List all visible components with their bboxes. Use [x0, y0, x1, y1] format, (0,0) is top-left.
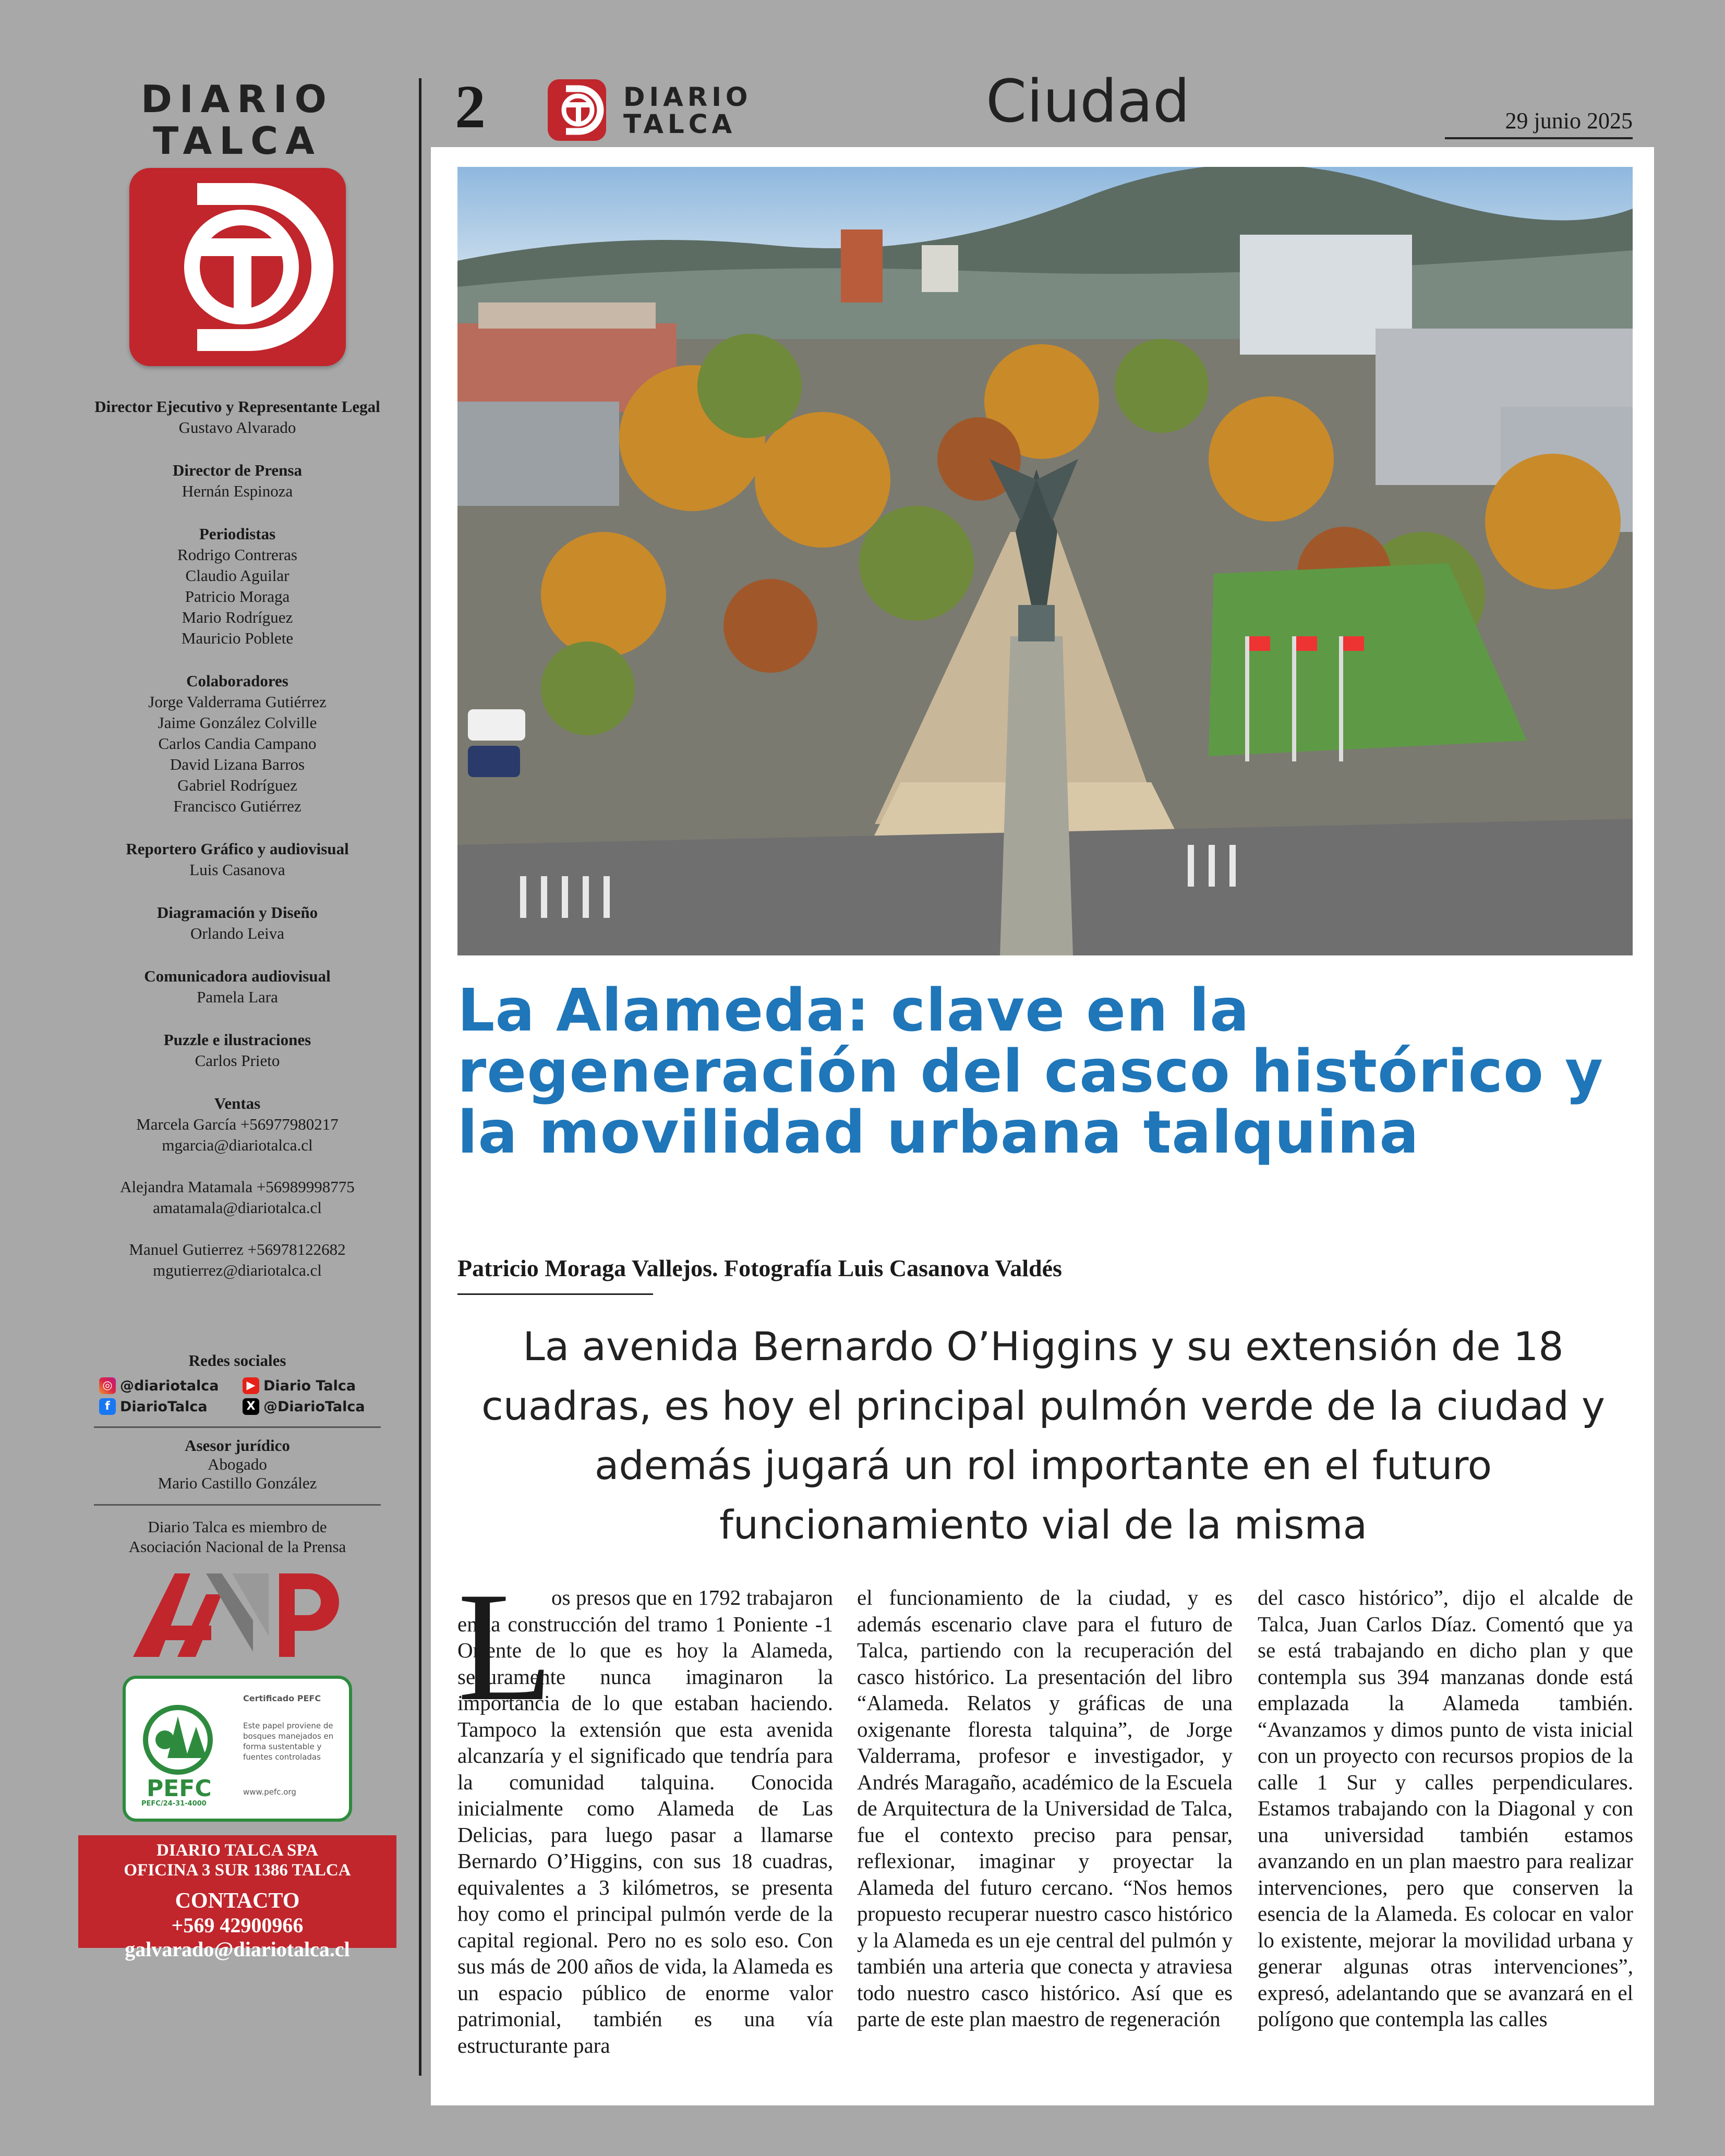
staff-name: Jaime González Colville — [158, 713, 317, 732]
header-logo-line-2: TALCA — [623, 109, 737, 139]
staff-group — [78, 839, 396, 880]
staff-name: Rodrigo Contreras — [177, 546, 297, 564]
headline: La Alameda: clave en la regeneración del casco histórico y la movilidad urbana talquina — [457, 977, 1603, 1167]
staff-name: David Lizana Barros — [170, 755, 305, 773]
pefc-text-line: forma sustentable y — [243, 1742, 322, 1751]
staff-role: Periodistas — [199, 525, 276, 543]
staff-name: Claudio Aguilar — [185, 566, 289, 585]
contact-phone[interactable]: +569 42900966 — [171, 1913, 304, 1937]
anp-note-line-1: Diario Talca es miembro de — [148, 1518, 327, 1536]
staff-group — [78, 671, 396, 817]
pefc-text-line: Este papel proviene de — [243, 1721, 333, 1730]
staff-name: Orlando Leiva — [190, 924, 284, 942]
anp-logo — [128, 1563, 347, 1662]
byline: Patricio Moraga Vallejos. Fotografía Luis Casanova Valdés — [457, 1255, 1062, 1281]
x-icon: X — [243, 1398, 259, 1415]
pefc-code: PEFC/24-31-4000 — [141, 1800, 207, 1808]
staff-group — [78, 396, 396, 438]
staff-role: Colaboradores — [186, 672, 288, 690]
header-logo-icon — [548, 79, 606, 141]
column-divider — [419, 78, 421, 2076]
x-link[interactable] — [243, 1398, 386, 1415]
staff-role: Reportero Gráfico y audiovisual — [126, 840, 349, 858]
staff-name: Luis Casanova — [189, 861, 285, 879]
social-links — [99, 1377, 386, 1415]
instagram-link[interactable] — [99, 1377, 243, 1394]
staff-list — [78, 396, 396, 1071]
byline-underline — [457, 1293, 653, 1295]
company-address: OFICINA 3 SUR 1386 TALCA — [124, 1861, 351, 1880]
staff-name: Carlos Candia Campano — [158, 734, 317, 753]
staff-role: Director Ejecutivo y Representante Legal — [94, 397, 380, 416]
pefc-text-line: fuentes controladas — [243, 1752, 321, 1762]
alameda-aerial-photo — [457, 167, 1633, 955]
staff-name: Francisco Gutiérrez — [173, 797, 301, 815]
ventas-email[interactable]: mgutierrez@diariotalca.cl — [153, 1261, 322, 1279]
lede: La avenida Bernardo O’Higgins y su extensión de 18 cuadras, es hoy el principal pulmón verde de la ciudad y además jugará un rol importante en el futuro funcionamiento vial de la misma — [481, 1323, 1606, 1548]
staff-name: Hernán Espinoza — [182, 482, 293, 500]
diario-talca-logo — [129, 168, 346, 366]
pefc-certificate — [123, 1676, 352, 1822]
ventas-email[interactable]: mgarcia@diariotalca.cl — [162, 1136, 313, 1154]
contact-email[interactable]: galvarado@diariotalca.cl — [125, 1937, 350, 1961]
staff-group — [78, 966, 396, 1008]
sidebar — [78, 78, 396, 2076]
pefc-url: www.pefc.org — [243, 1787, 296, 1797]
staff-name: Jorge Valderrama Gutiérrez — [148, 693, 327, 711]
ventas-phone[interactable]: Manuel Gutierrez +56978122682 — [129, 1240, 346, 1258]
staff-name: Pamela Lara — [197, 988, 278, 1006]
ventas-phone[interactable]: Marcela García +56977980217 — [136, 1115, 339, 1133]
asesor-juridico — [78, 1436, 396, 1493]
header-logo-text — [623, 83, 752, 138]
staff-name: Carlos Prieto — [195, 1051, 280, 1070]
page-number: 2 — [455, 72, 486, 141]
youtube-icon: ▶ — [243, 1377, 259, 1394]
ventas-email[interactable]: amatamala@diariotalca.cl — [153, 1198, 322, 1217]
masthead-line-1: DIARIO — [141, 77, 334, 121]
column-3-text: del casco histórico”, dijo el alcalde de Talca, Juan Carlos Díaz. Comentó que ya se está trabajando en dicho plan y que contempla sus 394 manzanas donde está emplazada la Alameda también. “Avanzamos y dimos punto de vista inicial con un proyecto con recursos propios de la calle 1 Sur y calles perpendiculares. Estamos trabajando con la Diagonal y con una universidad también estamos avanzando en un plan maestro para realizar intervenciones, pero que conserven la esencia de la Alameda. Es colocar en valor lo existente, mejorar la movilidad urbana y generar algunas otras intervenciones”, expresó, adelantando que se avanzará en el polígono que contempla las calles — [1258, 1585, 1633, 2031]
pefc-logo-text: PEFC — [147, 1775, 212, 1802]
youtube-link[interactable] — [243, 1377, 386, 1394]
facebook-icon: f — [99, 1398, 116, 1415]
article-column-1 — [457, 1584, 833, 2058]
staff-name: Mauricio Poblete — [181, 629, 294, 647]
article-column-2 — [857, 1584, 1233, 2032]
ventas-phone[interactable]: Alejandra Matamala +56989998775 — [120, 1178, 355, 1196]
facebook-link[interactable] — [99, 1398, 243, 1415]
staff-name: Gabriel Rodríguez — [177, 776, 297, 794]
asesor-role: Abogado — [208, 1455, 267, 1473]
column-2-text: el funcionamiento de la ciudad, y es además escenario clave para el futuro de Talca, partiendo con la recuperación del casco histórico. La presentación del libro “Alameda. Relatos y gráficas de una oxigenante floresta talquina”, de Jorge Valderrama, profesor e investigador, y Andrés Maragaño, académico de la Escuela de Arquitectura de la Universidad de Talca, fue el contexto preciso para pensar, reflexionar, imaginar y proyectar la Alameda del futuro cercano. “Nos hemos propuesto recuperar nuestro casco histórico y la Alameda es un eje central del pulmón y también una arteria que conecta y atraviesa todo nuestro casco histórico. Así que es parte de este plan maestro de regeneración — [857, 1585, 1233, 2031]
staff-name: Patricio Moraga — [185, 587, 290, 605]
asesor-title: Asesor jurídico — [185, 1436, 290, 1455]
anp-note — [78, 1517, 396, 1557]
column-1-text: os presos que en 1792 trabajaron en la construcción del tramo 1 Poniente -1 Oriente de lo que es hoy la Alameda, seguramente nunca imaginaron la importancia de lo que estaban haciendo. Tampoco la extensión que esta avenida alcanzaría y el significado que tendría para la comunidad talquina. Conocida inicialmente como Alameda de Las Delicias, para luego pasar a llamarse Bernardo O’Higgins, con sus 18 cuadras, equivalentes a 3 kilómetros, se presenta hoy como el principal pulmón verde de la capital regional. Pero no es solo eso. Con sus más de 200 años de vida, la Alameda es un espacio público de enorme valor patrimonial, también es una vía estructurante para — [457, 1585, 833, 2057]
ventas-contact — [78, 1239, 396, 1281]
x-handle: @DiarioTalca — [263, 1398, 365, 1415]
staff-group — [78, 1029, 396, 1071]
redes-title: Redes sociales — [188, 1351, 286, 1370]
contact-title: CONTACTO — [175, 1889, 300, 1913]
article-column-3 — [1258, 1584, 1633, 2032]
pefc-text-line: bosques manejados en — [243, 1731, 334, 1741]
anp-note-line-2: Asociación Nacional de la Prensa — [128, 1537, 346, 1556]
ventas-contact — [78, 1177, 396, 1218]
issue-date: 29 junio 2025 — [1445, 107, 1633, 139]
staff-group — [78, 902, 396, 944]
divider — [94, 1504, 381, 1506]
staff-name: Gustavo Alvarado — [178, 418, 296, 437]
masthead-line-2: TALCA — [153, 119, 322, 163]
contact-box — [78, 1835, 396, 1961]
pefc-description — [243, 1721, 337, 1762]
company-name: DIARIO TALCA SPA — [156, 1841, 318, 1860]
staff-role: Director de Prensa — [173, 461, 302, 479]
staff-role: Puzzle e ilustraciones — [163, 1031, 311, 1049]
section-title: Ciudad — [986, 68, 1190, 136]
ventas — [78, 1093, 396, 1281]
staff-role: Diagramación y Diseño — [156, 903, 318, 922]
staff-name: Mario Rodríguez — [182, 608, 293, 626]
instagram-handle: @diariotalca — [120, 1377, 219, 1394]
ventas-title: Ventas — [214, 1094, 261, 1112]
ventas-contact — [78, 1114, 396, 1156]
staff-role: Comunicadora audiovisual — [144, 967, 331, 985]
instagram-icon: ◎ — [99, 1377, 116, 1394]
staff-group — [78, 460, 396, 502]
staff-group — [78, 524, 396, 649]
divider — [94, 1426, 381, 1428]
youtube-handle: Diario Talca — [263, 1377, 356, 1394]
facebook-handle: DiarioTalca — [120, 1398, 208, 1415]
dropcap: L — [457, 1560, 553, 1733]
asesor-name: Mario Castillo González — [158, 1474, 317, 1492]
pefc-certified: Certificado PEFC — [243, 1693, 321, 1703]
header-logo-line-1: DIARIO — [623, 82, 752, 112]
